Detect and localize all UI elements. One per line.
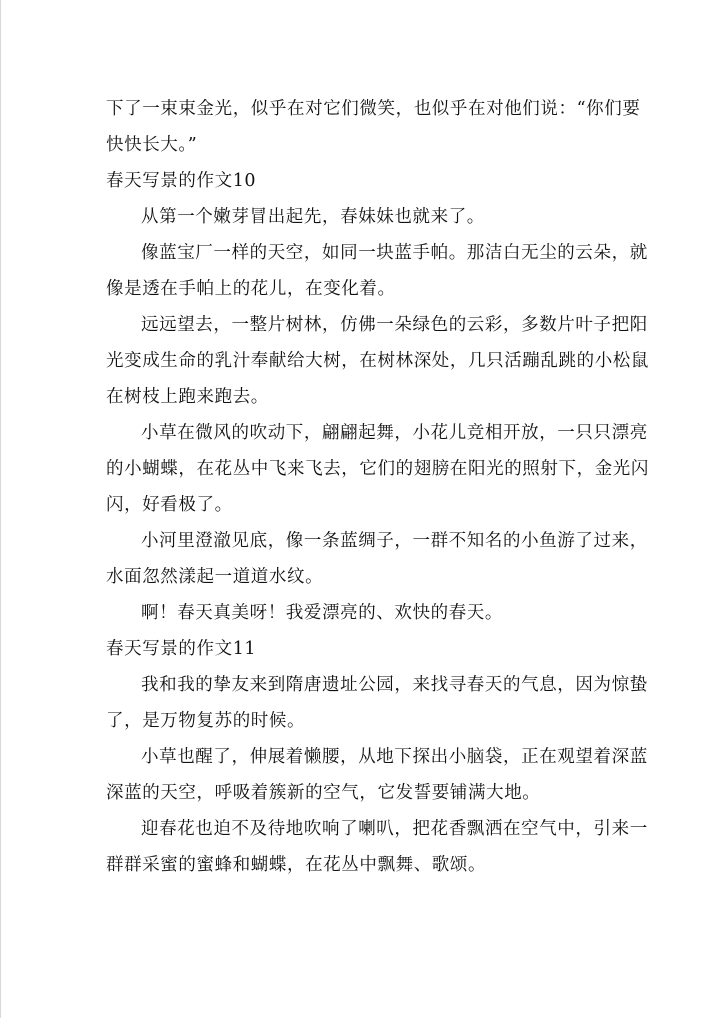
text-line: 像是透在手帕上的花儿，在变化着。 bbox=[106, 279, 396, 299]
paragraph bbox=[106, 595, 626, 631]
paragraph bbox=[106, 739, 648, 811]
paragraph bbox=[106, 307, 649, 415]
paragraph bbox=[106, 91, 641, 163]
document-body bbox=[106, 91, 649, 883]
text-line: 迎春花也迫不及待地吹响了喇叭，把花香飘洒在空气中，引来一 bbox=[141, 819, 648, 839]
paragraph bbox=[106, 523, 648, 595]
text-line: 远远望去，一整片树林，仿佛一朵绿色的云彩，多数片叶子把阳 bbox=[141, 315, 648, 335]
text-line: 的小蝴蝶，在花丛中飞来飞去，它们的翅膀在阳光的照射下，金光闪 bbox=[106, 459, 649, 479]
text-line: 深蓝的天空，呼吸着簇新的空气，它发誓要铺满大地。 bbox=[106, 783, 541, 803]
paragraph bbox=[106, 811, 648, 883]
section-heading: 春天写景的作文10 bbox=[106, 171, 257, 191]
text-line: 在树枝上跑来跑去。 bbox=[106, 387, 269, 407]
text-line: 光变成生命的乳汁奉献给大树，在树林深处，几只活蹦乱跳的小松鼠 bbox=[106, 351, 649, 371]
text-line: 小草在微风的吹动下，翩翩起舞，小花儿竞相开放，一只只漂亮 bbox=[141, 423, 648, 443]
text-line: 从第一个嫩芽冒出起先，春妹妹也就来了。 bbox=[141, 207, 485, 227]
text-line: 像蓝宝厂一样的天空，如同一块蓝手帕。那洁白无尘的云朵，就 bbox=[141, 243, 648, 263]
text-line: 啊！春天真美呀！我爱漂亮的、欢快的春天。 bbox=[141, 603, 503, 623]
text-line: 了，是万物复苏的时候。 bbox=[106, 711, 306, 731]
text-line: 快快长大。” bbox=[106, 135, 198, 155]
paragraph bbox=[106, 199, 626, 235]
paragraph bbox=[106, 235, 648, 307]
text-line: 我和我的挚友来到隋唐遗址公园，来找寻春天的气息，因为惊蛰 bbox=[141, 675, 648, 695]
text-line: 闪，好看极了。 bbox=[106, 495, 233, 515]
paragraph bbox=[106, 667, 648, 739]
text-line: 下了一束束金光，似乎在对它们微笑，也似乎在对他们说：“你们要 bbox=[106, 99, 641, 119]
text-line: 水面忽然漾起一道道水纹。 bbox=[106, 567, 324, 587]
text-line: 群群采蜜的蜜蜂和蝴蝶，在花丛中飘舞、歌颂。 bbox=[106, 855, 487, 875]
paragraph bbox=[106, 415, 649, 523]
section-heading: 春天写景的作文11 bbox=[106, 639, 257, 659]
text-line: 小草也醒了，伸展着懒腰，从地下探出小脑袋，正在观望着深蓝 bbox=[141, 747, 648, 767]
text-line: 小河里澄澈见底，像一条蓝绸子，一群不知名的小鱼游了过来， bbox=[141, 531, 648, 551]
